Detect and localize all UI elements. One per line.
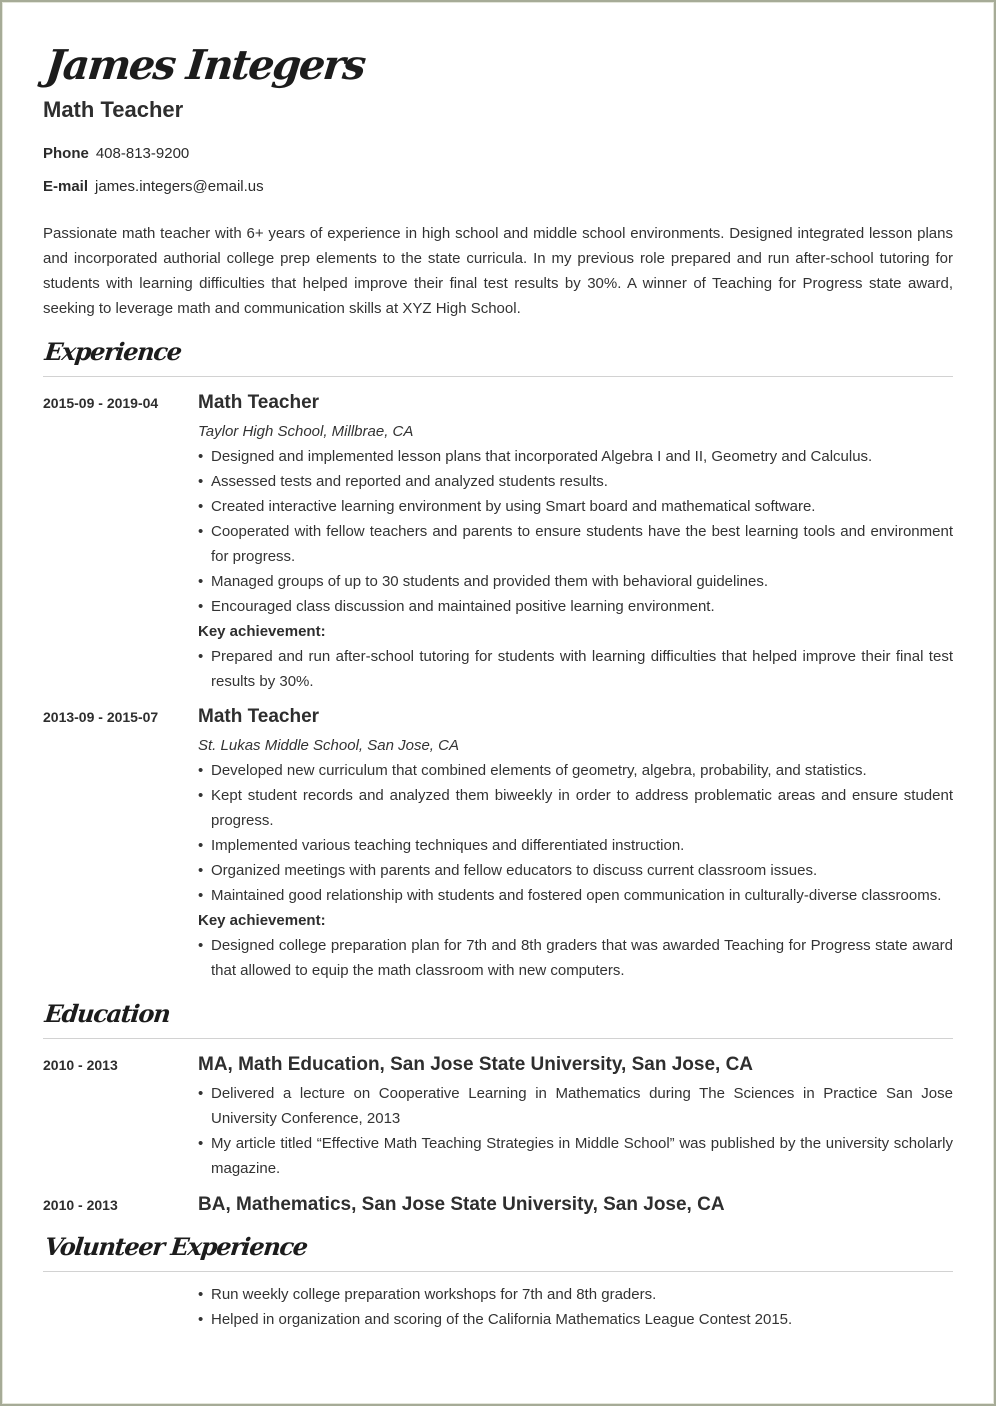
phone-row bbox=[43, 144, 953, 164]
key-achievement-label: Key achievement: bbox=[198, 623, 326, 640]
list-item: • Kept student records and analyzed them biweekly in order to address problematic areas and ensure student progress. bbox=[198, 783, 953, 833]
experience-entry bbox=[43, 704, 953, 983]
list-item: • Cooperated with fellow teachers and parents to ensure students have the best learning tools and environment for progress. bbox=[198, 519, 953, 569]
candidate-role: Math Teacher bbox=[43, 97, 184, 122]
phone-value: 408-813-9200 bbox=[95, 145, 190, 162]
list-item: • Helped in organization and scoring of the California Mathematics League Contest 2015. bbox=[198, 1307, 953, 1332]
list-item: • Designed college preparation plan for 7th and 8th graders that was awarded Teaching for Progress state award that allowed to equip the math classroom with new computers. bbox=[198, 933, 953, 983]
list-item: • Run weekly college preparation workshops for 7th and 8th graders. bbox=[198, 1282, 953, 1307]
entry-title: Math Teacher bbox=[198, 706, 320, 727]
education-section bbox=[43, 997, 953, 1218]
list-item: • Delivered a lecture on Cooperative Learning in Mathematics during The Sciences in Practice San Jose University Conference, 2013 bbox=[198, 1081, 953, 1131]
entry-title: Math Teacher bbox=[198, 392, 320, 413]
list-item: • Created interactive learning environment by using Smart board and mathematical software. bbox=[198, 494, 953, 519]
resume-page bbox=[43, 38, 953, 1332]
entry-dates: 2010 - 2013 bbox=[43, 1057, 118, 1073]
list-item: • Organized meetings with parents and fellow educators to discuss current classroom issues. bbox=[198, 858, 953, 883]
volunteer-entry bbox=[43, 1282, 953, 1332]
entry-body bbox=[198, 1282, 953, 1332]
candidate-name: James Integers bbox=[43, 41, 367, 89]
list-item: • Prepared and run after-school tutoring for students with learning difficulties that helped improve their final test results by 30%. bbox=[198, 644, 953, 694]
experience-divider bbox=[43, 376, 953, 377]
entry-company: St. Lukas Middle School, San Jose, CA bbox=[198, 737, 459, 754]
experience-section bbox=[43, 335, 953, 983]
entry-dates: 2013-09 - 2015-07 bbox=[43, 709, 159, 725]
entry-dates-empty bbox=[43, 1282, 198, 1332]
list-item: • Maintained good relationship with students and fostered open communication in culturally-diverse classrooms. bbox=[198, 883, 953, 908]
list-item: • Developed new curriculum that combined elements of geometry, algebra, probability, and statistics. bbox=[198, 758, 953, 783]
entry-body bbox=[198, 390, 953, 694]
summary-paragraph: Passionate math teacher with 6+ years of experience in high school and middle school environments. Designed integrated lesson plans and incorporated authorial college prep elements to the state curricula. In my previous role prepared and run after-school tutoring for students with learning difficulties that helped improve their final test results by 30%. A winner of Teaching for Progress state award, seeking to leverage math and communication skills at XYZ High School. bbox=[43, 225, 953, 317]
entry-dates: 2015-09 - 2019-04 bbox=[43, 395, 159, 411]
volunteer-heading: Volunteer Experience bbox=[43, 1232, 309, 1261]
entry-bullets bbox=[198, 1081, 953, 1181]
phone-label: Phone bbox=[43, 145, 89, 162]
entry-bullets bbox=[198, 1282, 953, 1332]
volunteer-divider bbox=[43, 1271, 953, 1272]
list-item: • Managed groups of up to 30 students and provided them with behavioral guidelines. bbox=[198, 569, 953, 594]
entry-company: Taylor High School, Millbrae, CA bbox=[198, 423, 414, 440]
entry-body bbox=[198, 704, 953, 983]
entry-bullets bbox=[198, 444, 953, 619]
list-item: • Encouraged class discussion and maintained positive learning environment. bbox=[198, 594, 953, 619]
education-heading: Education bbox=[43, 999, 172, 1028]
entry-title: MA, Math Education, San Jose State University, San Jose, CA bbox=[198, 1054, 754, 1075]
key-achievement-bullets bbox=[198, 933, 953, 983]
list-item: • My article titled “Effective Math Teaching Strategies in Middle School” was published by the university scholarly magazine. bbox=[198, 1131, 953, 1181]
key-achievement-bullets bbox=[198, 644, 953, 694]
email-row bbox=[43, 177, 953, 197]
entry-body bbox=[198, 1052, 953, 1181]
email-label: E-mail bbox=[43, 178, 89, 195]
email-value: james.integers@email.us bbox=[95, 178, 264, 195]
list-item: • Assessed tests and reported and analyzed students results. bbox=[198, 469, 953, 494]
key-achievement-label: Key achievement: bbox=[198, 912, 326, 929]
entry-body bbox=[198, 1192, 953, 1218]
entry-title: BA, Mathematics, San Jose State University, San Jose, CA bbox=[198, 1194, 725, 1215]
list-item: • Implemented various teaching techniques and differentiated instruction. bbox=[198, 833, 953, 858]
volunteer-section bbox=[43, 1230, 953, 1332]
list-item: • Designed and implemented lesson plans that incorporated Algebra I and II, Geometry and Calculus. bbox=[198, 444, 953, 469]
education-divider bbox=[43, 1038, 953, 1039]
entry-dates: 2010 - 2013 bbox=[43, 1197, 118, 1213]
entry-bullets bbox=[198, 758, 953, 908]
experience-entry bbox=[43, 390, 953, 694]
experience-heading: Experience bbox=[43, 337, 183, 366]
education-entry bbox=[43, 1052, 953, 1181]
education-entry bbox=[43, 1192, 953, 1218]
